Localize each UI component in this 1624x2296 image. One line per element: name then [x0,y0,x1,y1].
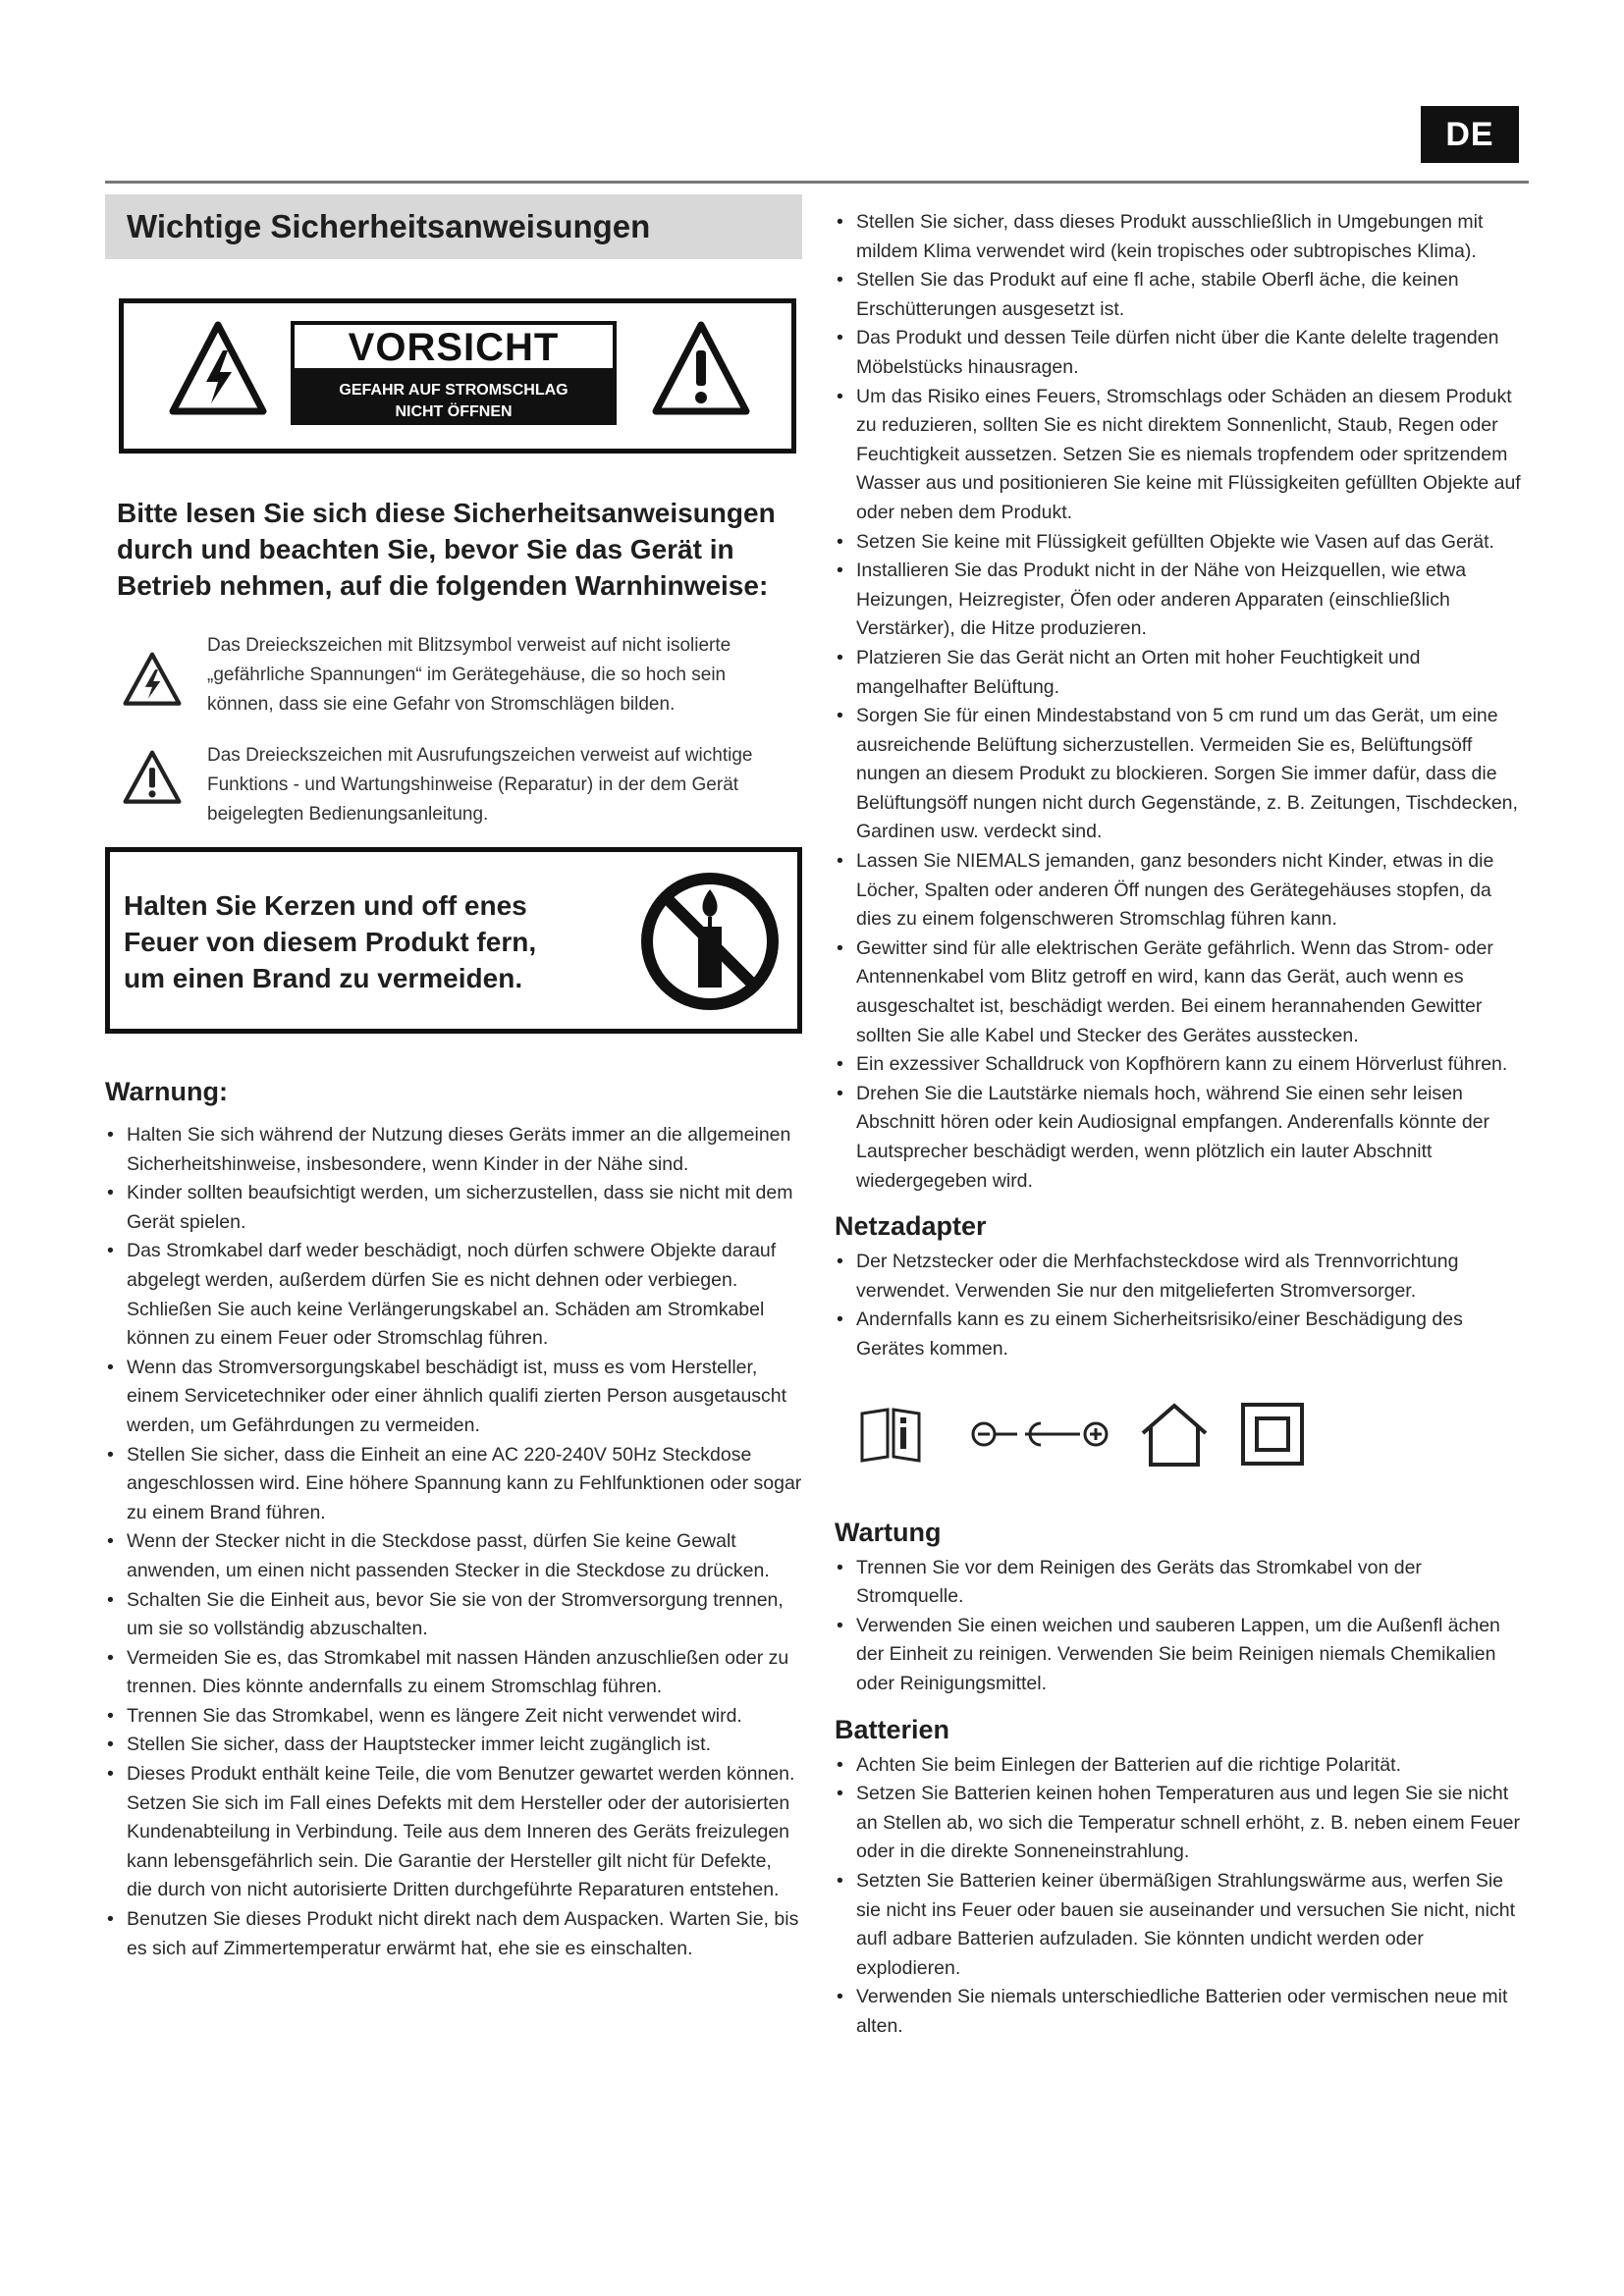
caution-label [119,298,796,454]
lightning-symbol-text: Das Dreieckszeichen mit Blitzsymbol verweist auf nicht isolierte „gefährliche Spannungen“ im Gerätegehäuse, die so hoch sein können, dass sie eine Gefahr von Stromschlägen bilden. [207,635,731,715]
netzadapter-heading: Netzadapter [835,1211,987,1242]
general-safety-list [835,208,1522,1196]
candle-warning-box [105,847,802,1034]
caution-subtext [291,372,617,425]
list-item: • Trennen Sie vor dem Reinigen des Geräts das Stromkabel von der Stromquelle. [835,1554,1522,1612]
list-item: • Lassen Sie NIEMALS jemanden, ganz besonders nicht Kinder, etwas in die Löcher, Spalten oder anderen Öff nungen des Gerätegehäuses stopfen, da dies zu einem folgenschweren Stromschlag führen kann. [835,847,1522,934]
right-column [835,194,1522,2041]
list-item: • Stellen Sie sicher, dass die Einheit an eine AC 220-240V 50Hz Steckdose angeschlossen wird. Eine höhere Spannung kann zu Fehlfunktionen oder sogar zu einem Brand führen. [105,1441,802,1528]
no-open-flame-icon [636,868,784,1015]
caution-line-2: NICHT ÖFFNEN [395,403,513,420]
batterien-heading: Batterien [835,1714,950,1744]
intro-text: Bitte lesen Sie sich diese Sicherheitsanweisungen durch und beachten Sie, bevor Sie das Gerät in Betrieb nehmen, auf die folgenden Warnhinweise: [117,498,776,601]
netzadapter-list [835,1248,1522,1363]
lightning-symbol-icon [123,651,182,706]
list-item: • Kinder sollten beaufsichtigt werden, um sicherzustellen, dass sie nicht mit dem Gerät spielen. [105,1179,802,1237]
list-item: • Drehen Sie die Lautstärke niemals hoch, während Sie einen sehr leisen Abschnitt hören oder kein Audiosignal empfangen. Anderenfalls könnte der Lautsprecher beschädigt werden, wenn plötzlich ein lauter Abschnitt wiedergegeben wird. [835,1080,1522,1196]
warnung-list [105,1121,802,1963]
list-item: • Setzen Sie Batterien keinen hohen Temperaturen aus und legen Sie sie nicht an Stellen ab, wo sich die Temperatur schnell erhöht, z. B. neben einem Feuer oder in die direkte Sonneneinstrahlung. [835,1780,1522,1867]
list-item: • Um das Risiko eines Feuers, Stromschlags oder Schäden an diesem Produkt zu reduzieren, sollten Sie es nicht direktem Sonnenlicht, Staub, Regen oder Feuchtigkeit aussetzen. Setzen Sie es niemals tropfendem oder spritzendem Wasser aus und positionieren Sie keine mit Flüssigkeiten gefüllten Objekte auf oder neben dem Produkt. [835,383,1522,528]
list-item: • Wenn der Stecker nicht in die Steckdose passt, dürfen Sie keine Gewalt anwenden, um einen nicht passenden Stecker in die Steckdose zu drücken. [105,1527,802,1585]
indoor-use-icon [1137,1400,1212,1468]
list-item: • Benutzen Sie dieses Produkt nicht direkt nach dem Auspacken. Warten Sie, bis es sich auf Zimmertemperatur erwärmt hat, ehe sie es einschalten. [105,1905,802,1963]
wartung-heading: Wartung [835,1517,942,1547]
list-item: • Das Stromkabel darf weder beschädigt, noch dürfen schwere Objekte darauf abgelegt werden, außerdem dürfen Sie es nicht dehnen oder verbiegen. Schließen Sie auch keine Verlängerungskabel an. Schäden am Stromkabel können zu einem Feuer oder Stromschlag führen. [105,1237,802,1353]
double-insulation-icon [1239,1401,1306,1468]
caution-line-1: GEFAHR AUF STROMSCHLAG [339,382,568,399]
list-item: • Verwenden Sie niemals unterschiedliche Batterien oder vermischen neue mit alten. [835,1983,1522,2041]
header-divider [105,181,1529,184]
list-item: • Der Netzstecker oder die Merhfachsteckdose wird als Trennvorrichtung verwendet. Verwenden Sie nur den mitgelieferten Stromversorger. [835,1248,1522,1306]
lightning-symbol-explanation [105,631,802,720]
list-item: • Andernfalls kann es zu einem Sicherheitsrisiko/einer Beschädigung des Gerätes kommen. [835,1306,1522,1363]
list-item: • Gewitter sind für alle elektrischen Geräte gefährlich. Wenn das Strom- oder Antennenkabel vom Blitz getroff en wird, kann das Gerät, auch wenn es ausgeschaltet ist, beschädigt werden. Bei einem herannahenden Gewitter sollten Sie alle Kabel und Stecker des Gerätes ausstecken. [835,934,1522,1050]
left-column [105,194,802,1963]
list-item: • Stellen Sie das Produkt auf eine fl ache, stabile Oberfl äche, die keinen Erschütterungen ausgesetzt ist. [835,266,1522,324]
list-item: • Setzen Sie keine mit Flüssigkeit gefüllten Objekte wie Vasen auf das Gerät. [835,528,1522,558]
list-item: • Das Produkt und dessen Teile dürfen nicht über die Kante delelte tragenden Möbelstücks hinausragen. [835,324,1522,382]
list-item: • Vermeiden Sie es, das Stromkabel mit nassen Händen anzuschließen oder zu trennen. Dies könnte andernfalls zu einem Stromschlag führen. [105,1644,802,1702]
list-item: • Achten Sie beim Einlegen der Batterien auf die richtige Polarität. [835,1751,1522,1781]
page-title: Wichtige Sicherheitsanweisungen [105,194,802,259]
language-badge: DE [1421,106,1519,163]
exclamation-symbol-text: Das Dreieckszeichen mit Ausrufungszeichen verweist auf wichtige Funktions - und Wartungshinweise (Reparatur) in der dem Gerät beigelegten Bedienungsanleitung. [207,745,753,825]
warnung-heading: Warnung: [105,1077,228,1106]
read-manual-icon [858,1406,923,1463]
batterien-list [835,1751,1522,2042]
list-item: • Dieses Produkt enthält keine Teile, die vom Benutzer gewartet werden können. Setzen Sie sich im Fall eines Defekts mit dem Hersteller oder der autorisierten Kundenabteilung in Verbindung. Teile aus dem Inneren des Geräts freizulegen kann lebensgefährlich sein. Die Garantie der Hersteller gilt nicht für Defekte, die durch von nicht autorisierte Dritten durchgeführte Reparaturen entstehen. [105,1760,802,1905]
exclamation-symbol-explanation [105,741,802,829]
list-item: • Halten Sie sich während der Nutzung dieses Geräts immer an die allgemeinen Sicherheitshinweise, insbesondere, wenn Kinder in der Nähe sind. [105,1121,802,1179]
caution-text-block [291,321,617,433]
list-item: • Schalten Sie die Einheit aus, bevor Sie sie von der Stromversorgung trennen, um sie so vollständig abzuschalten. [105,1586,802,1644]
polarity-icon [970,1415,1117,1454]
regulatory-icons [858,1400,1522,1468]
list-item: • Wenn das Stromversorgungskabel beschädigt ist, muss es vom Hersteller, einem Servicetechniker oder einer ähnlich qualifi zierten Person ausgetauscht werden, um Gefährdungen zu vermeiden. [105,1354,802,1441]
lightning-warning-icon [169,319,267,417]
list-item: • Trennen Sie das Stromkabel, wenn es längere Zeit nicht verwendet wird. [105,1702,802,1732]
list-item: • Stellen Sie sicher, dass der Hauptstecker immer leicht zugänglich ist. [105,1731,802,1760]
list-item: • Installieren Sie das Produkt nicht in der Nähe von Heizquellen, wie etwa Heizungen, Heizregister, Öfen oder anderen Apparaten (einschließlich Verstärker), die Hitze produzieren. [835,557,1522,644]
list-item: • Sorgen Sie für einen Mindestabstand von 5 cm rund um das Gerät, um eine ausreichende Belüftung sicherzustellen. Vermeiden Sie es, Belüftungsöff nungen an diesem Produkt zu blockieren. Sorgen Sie immer dafür, dass die Belüftungsöff nungen nicht durch Gegenstände, z. B. Zeitungen, Tischdecken, Gardinen usw. verdeckt sind. [835,702,1522,847]
list-item: • Verwenden Sie einen weichen und sauberen Lappen, um die Außenfl ächen der Einheit zu reinigen. Verwenden Sie beim Reinigen niemals Chemikalien oder Reinigungsmittel. [835,1612,1522,1699]
candle-warning-text: Halten Sie Kerzen und off enes Feuer von diesem Produkt fern, um einen Brand zu vermeiden. [124,890,537,993]
exclamation-warning-icon [652,319,750,417]
list-item: • Stellen Sie sicher, dass dieses Produkt ausschließlich in Umgebungen mit mildem Klima verwendet wird (kein tropisches oder subtropisches Klima). [835,208,1522,266]
list-item: • Setzten Sie Batterien keiner übermäßigen Strahlungswärme aus, werfen Sie sie nicht ins Feuer oder bauen sie auseinander und versuchen Sie nicht, nicht aufl adbare Batterien aufzuladen. Sie könnten undicht werden oder explodieren. [835,1867,1522,1983]
wartung-list [835,1554,1522,1699]
list-item: • Platzieren Sie das Gerät nicht an Orten mit hoher Feuchtigkeit und mangelhafter Belüftung. [835,644,1522,702]
list-item: • Ein exzessiver Schalldruck von Kopfhörern kann zu einem Hörverlust führen. [835,1050,1522,1080]
caution-heading: VORSICHT [291,321,617,372]
exclamation-symbol-icon [123,749,182,804]
